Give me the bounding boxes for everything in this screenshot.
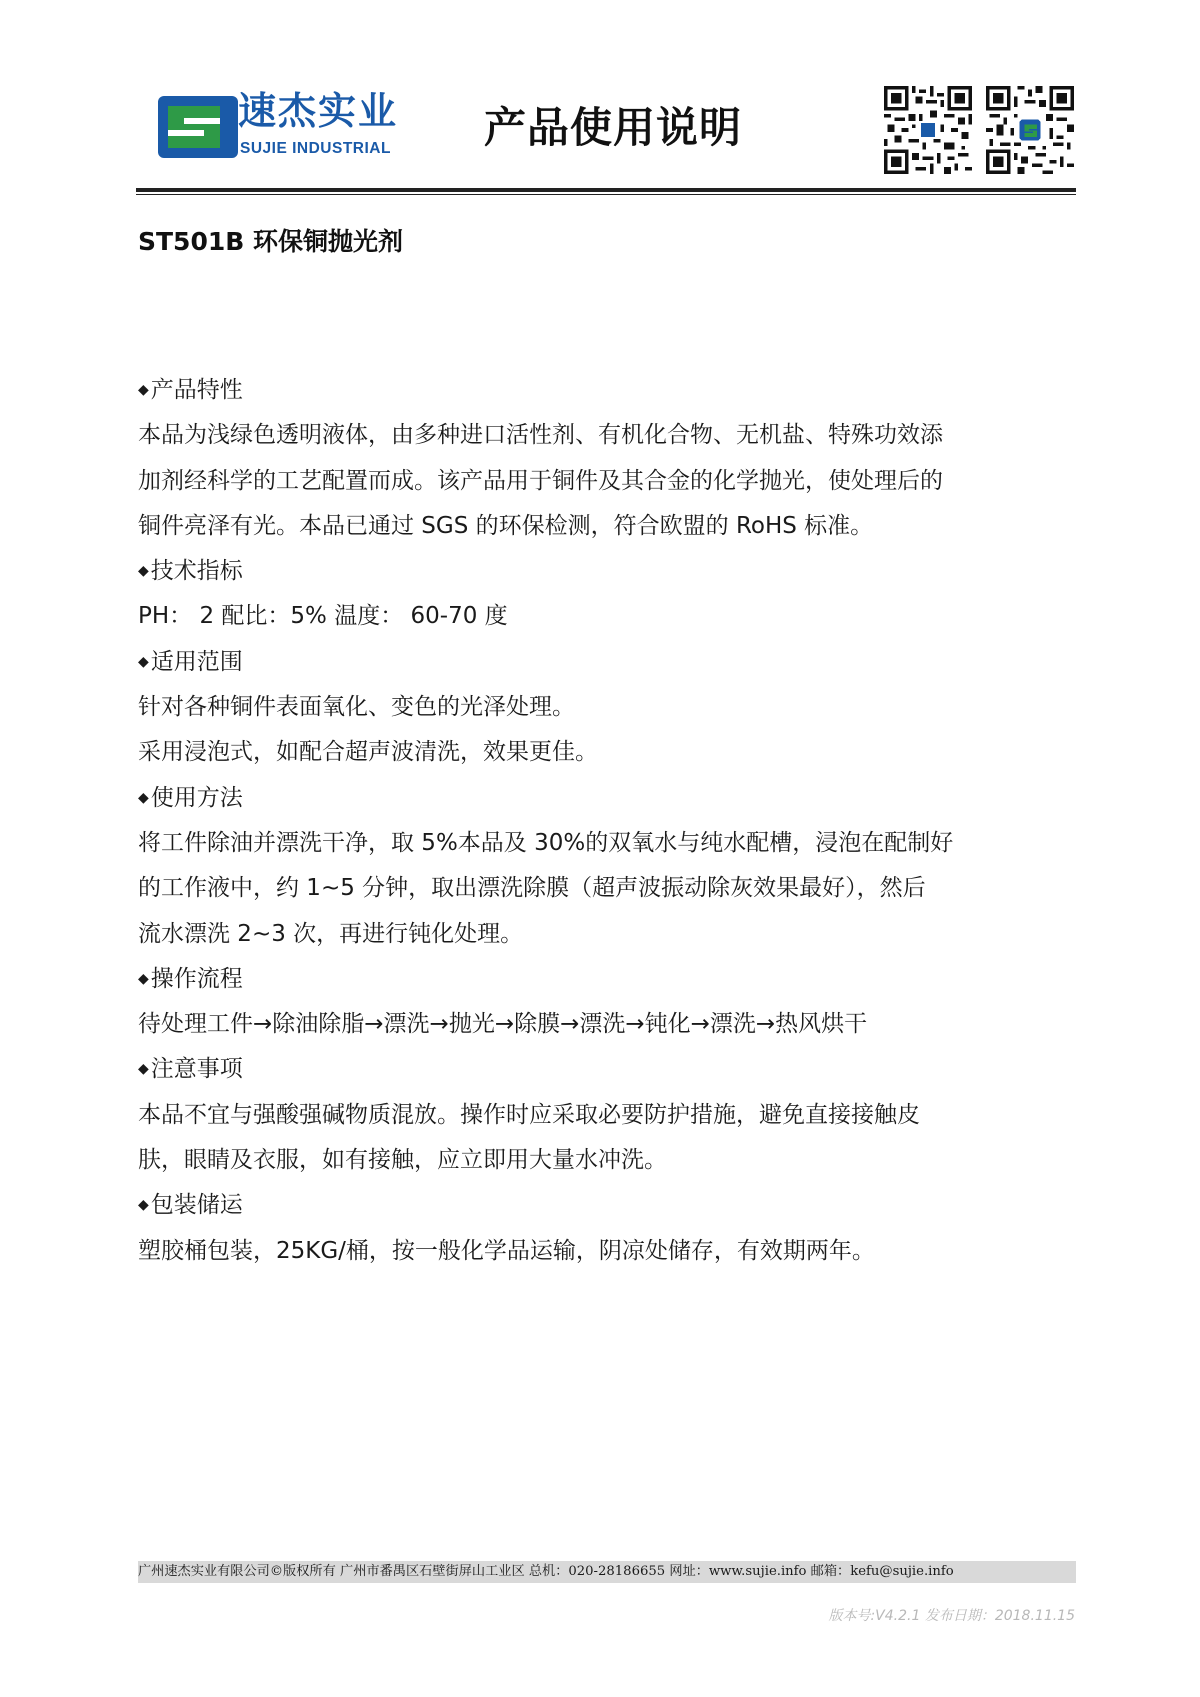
diamond-bullet-icon: ◆ <box>138 1061 149 1078</box>
section-body <box>138 1229 1078 1274</box>
header-divider-thin <box>136 194 1076 195</box>
paragraph-line: 针对各种铜件表面氧化、变色的光泽处理。 <box>138 694 575 721</box>
section-body <box>138 1093 1078 1184</box>
section-body <box>138 413 1078 549</box>
spec-line: PH： 2 配比：5% 温度： 60-70 度 <box>138 603 508 630</box>
document-header <box>0 0 1200 200</box>
footer-contact-bar: 广州速杰实业有限公司©版权所有 广州市番禺区石壁街屏山工业区 总机：020-28186655 网址：www.sujie.info 邮箱：kefu@sujie.info <box>138 1561 1076 1583</box>
section-body <box>138 1002 1078 1047</box>
header-divider-thick <box>136 188 1076 192</box>
brand-name-en: SUJIE INDUSTRIAL <box>240 140 391 157</box>
paragraph-line: 本品为浅绿色透明液体，由多种进口活性剂、有机化合物、无机盐、特殊功效添 <box>138 422 943 449</box>
brand-name-cn: 速杰实业 <box>238 89 399 133</box>
version-stamp: 版本号:V4.2.1 发布日期：2018.11.15 <box>828 1608 1075 1624</box>
document-body <box>138 368 1078 1274</box>
qr-code-icon <box>884 86 972 174</box>
paragraph-line: 本品不宜与强酸强碱物质混放。操作时应采取必要防护措施，避免直接接触皮 <box>138 1101 920 1128</box>
paragraph-line: 肤，眼睛及衣服，如有接触，应立即用大量水冲洗。 <box>138 1147 667 1174</box>
diamond-bullet-icon: ◆ <box>138 1197 149 1214</box>
diamond-bullet-icon: ◆ <box>138 563 149 580</box>
paragraph-line: 塑胶桶包装，25KG/桶，按一般化学品运输，阴凉处储存，有效期两年。 <box>138 1237 875 1264</box>
sujie-logo-icon <box>158 96 238 158</box>
section-heading: ◆产品特性 <box>138 377 243 403</box>
diamond-bullet-icon: ◆ <box>138 789 149 806</box>
qr-code-icon <box>986 86 1074 174</box>
section-body <box>138 594 1078 639</box>
section-heading: ◆操作流程 <box>138 965 243 992</box>
section-heading: ◆使用方法 <box>138 784 243 811</box>
section-heading: ◆包装储运 <box>138 1192 243 1219</box>
section-heading: ◆注意事项 <box>138 1056 243 1083</box>
paragraph-line: 加剂经科学的工艺配置而成。该产品用于铜件及其合金的化学抛光，使处理后的 <box>138 467 943 494</box>
paragraph-line: 的工作液中，约 1~5 分钟，取出漂洗除膜（超声波振动除灰效果最好），然后 <box>138 875 926 902</box>
diamond-bullet-icon: ◆ <box>138 653 149 670</box>
product-title: ST501B 环保铜抛光剂 <box>138 227 404 256</box>
section-body <box>138 685 1078 776</box>
section-heading: ◆技术指标 <box>138 558 243 585</box>
diamond-bullet-icon: ◆ <box>138 970 149 987</box>
section-body <box>138 821 1078 957</box>
diamond-bullet-icon: ◆ <box>138 382 149 398</box>
paragraph-line: 流水漂洗 2~3 次，再进行钝化处理。 <box>138 920 524 947</box>
paragraph-line: 采用浸泡式，如配合超声波清洗，效果更佳。 <box>138 739 598 766</box>
document-title: 产品使用说明 <box>484 103 743 152</box>
section-heading: ◆适用范围 <box>138 648 243 675</box>
paragraph-line: 铜件亮泽有光。本品已通过 SGS 的环保检测，符合欧盟的 RoHS 标准。 <box>138 512 874 539</box>
paragraph-line: 将工件除油并漂洗干净，取 5%本品及 30%的双氧水与纯水配槽，浸泡在配制好 <box>138 829 954 856</box>
process-flow-line: 待处理工件→除油除脂→漂洗→抛光→除膜→漂洗→钝化→漂洗→热风烘干 <box>138 1011 868 1038</box>
